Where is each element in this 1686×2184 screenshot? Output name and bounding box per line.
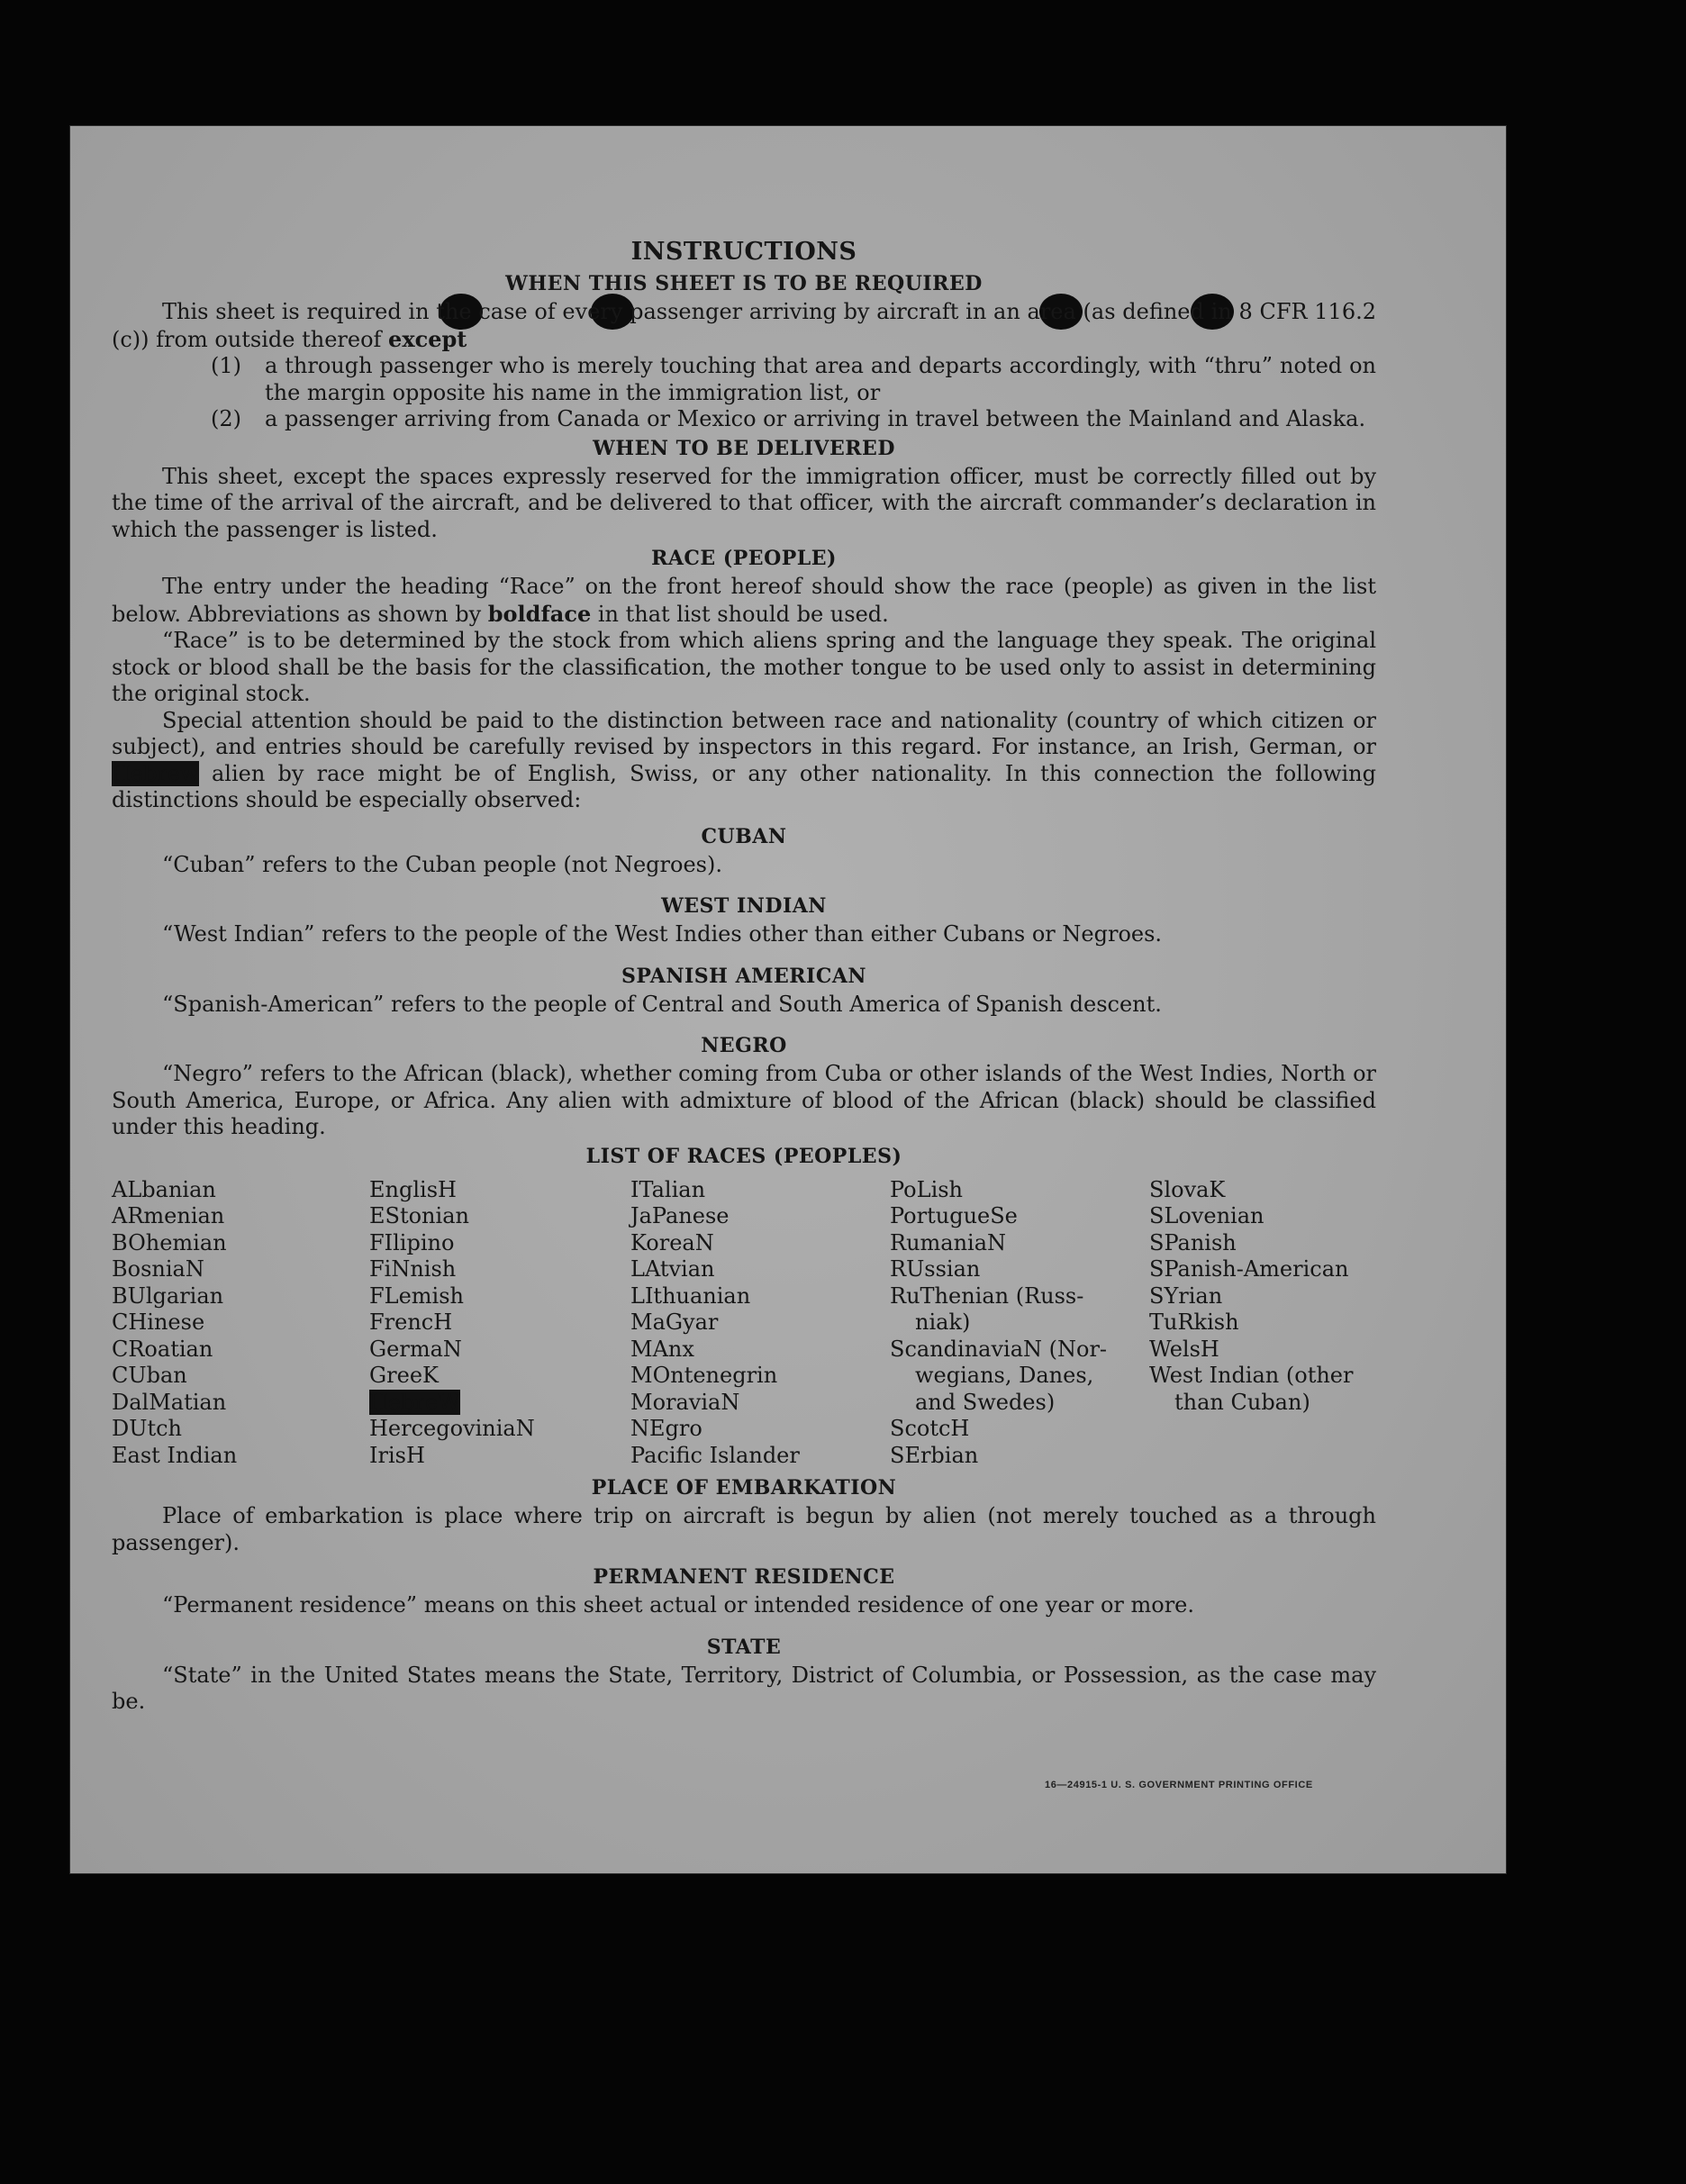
race-entry: FIlipino: [369, 1229, 455, 1255]
race-entry: TuRkish: [1149, 1309, 1239, 1335]
race-entry: FLemish: [369, 1282, 464, 1309]
race-entry: niak): [915, 1309, 971, 1335]
redacted-word: HebreW: [369, 1389, 460, 1415]
section-heading-state: STATE: [706, 1635, 782, 1659]
race-entry: SYrian: [1149, 1282, 1223, 1309]
section-heading-list-of-races: LIST OF RACES (PEOPLES): [585, 1144, 902, 1168]
race-entry: MOntenegrin: [630, 1363, 778, 1388]
race-entry: BOhemian: [112, 1229, 227, 1255]
race-entry: IrisH: [369, 1442, 425, 1468]
races-list: [112, 1177, 1376, 1470]
race-entry: EnglisH: [369, 1176, 457, 1202]
list-item: (1) a through passenger who is merely touching that area and departs accordingly, with “thru” noted on the margin opposite his name in the immigration list, or: [211, 353, 1376, 405]
paragraph: “Race” is to be determined by the stock from which aliens spring and the language they speak. The original stock or blood shall be the basis for the classification, the mother tongue to be used only to assist in determining the original stock.: [112, 628, 1376, 706]
race-entry: than Cuban): [1174, 1389, 1310, 1415]
section-heading-when-required: WHEN THIS SHEET IS TO BE REQUIRED: [505, 272, 983, 295]
race-entry: wegians, Danes,: [915, 1363, 1094, 1388]
race-entry: GermaN: [369, 1336, 462, 1362]
section-heading-west-indian: WEST INDIAN: [661, 894, 827, 918]
race-entry: SErbian: [890, 1442, 979, 1468]
paragraph: “Spanish-American” refers to the people of Central and South America of Spanish descent.: [162, 991, 1162, 1017]
paragraph: Place of embarkation is place where trip on aircraft is begun by alien (not merely touched as a through passenger).: [112, 1503, 1376, 1555]
race-entry: ScandinaviaN (Nor-: [890, 1336, 1108, 1362]
race-entry: SPanish-American: [1149, 1256, 1349, 1282]
section-heading-race: RACE (PEOPLE): [651, 547, 837, 570]
race-entry: Pacific Islander: [630, 1442, 800, 1468]
redacted-word: Hebrew: [112, 760, 199, 786]
race-entry: MAnx: [630, 1336, 694, 1362]
races-column: [630, 1177, 890, 1470]
race-entry: DUtch: [112, 1416, 183, 1441]
paragraph: “West Indian” refers to the people of the West Indies other than either Cubans or Negroes.: [162, 921, 1163, 947]
section-heading-embarkation: PLACE OF EMBARKATION: [591, 1476, 897, 1500]
paragraph: “Negro” refers to the African (black), whether coming from Cuba or other islands of the West Indies, North or South America, Europe, or Africa. Any alien with admixture of blood of the African (black) should be classified under this heading.: [112, 1061, 1376, 1139]
race-entry: RUssian: [890, 1256, 981, 1282]
section-heading-residence: PERMANENT RESIDENCE: [593, 1565, 895, 1589]
races-column: [112, 1177, 369, 1470]
section-heading-negro: NEGRO: [701, 1034, 787, 1057]
race-entry: FiNnish: [369, 1256, 457, 1282]
race-entry: LIthuanian: [630, 1282, 751, 1309]
printer-imprint: 16—24915-1 U. S. GOVERNMENT PRINTING OFFICE: [1045, 1780, 1313, 1790]
race-entry: BUlgarian: [112, 1282, 224, 1309]
race-entry: ARmenian: [112, 1203, 225, 1228]
races-column: [369, 1177, 630, 1470]
race-entry: East Indian: [112, 1442, 238, 1468]
race-entry: EStonian: [369, 1203, 469, 1228]
race-entry: HercegoviniaN: [369, 1416, 535, 1441]
race-entry: JaPanese: [630, 1203, 730, 1228]
document-body: [112, 236, 1376, 1716]
race-entry: BosniaN: [112, 1256, 204, 1282]
page-title: INSTRUCTIONS: [630, 238, 857, 266]
race-entry: LAtvian: [630, 1256, 715, 1282]
section-heading-spanish-american: SPANISH AMERICAN: [621, 964, 867, 988]
race-entry: ITalian: [630, 1176, 706, 1202]
race-entry: MaGyar: [630, 1309, 719, 1335]
race-entry: CRoatian: [112, 1336, 213, 1362]
paragraph: The entry under the heading “Race” on the front hereof should show the race (people) as given in the list below. Abbreviations as shown by boldface in that list should be used.: [112, 574, 1376, 627]
races-column: [890, 1177, 1149, 1470]
paragraph: “State” in the United States means the State, Territory, District of Columbia, or Possession, as the case may be.: [112, 1662, 1376, 1714]
list-item: (2) a passenger arriving from Canada or Mexico or arriving in travel between the Mainland and Alaska.: [211, 406, 1366, 431]
race-entry: CHinese: [112, 1309, 205, 1335]
race-entry: RumaniaN: [890, 1229, 1007, 1255]
race-entry: SPanish: [1149, 1229, 1237, 1255]
race-entry: NEgro: [630, 1416, 702, 1441]
race-entry: PortugueSe: [890, 1203, 1018, 1228]
paragraph: This sheet, except the spaces expressly reserved for the immigration officer, must be correctly filled out by the time of the arrival of the aircraft, and be delivered to that officer, with the aircraft commander’s declaration in which the passenger is listed.: [112, 463, 1376, 542]
race-entry: CUban: [112, 1363, 187, 1388]
race-entry: GreeK: [369, 1363, 439, 1388]
race-entry: FrencH: [369, 1309, 453, 1335]
section-heading-when-delivered: WHEN TO BE DELIVERED: [593, 436, 895, 460]
race-entry: MoraviaN: [630, 1389, 740, 1415]
races-column: [1149, 1177, 1376, 1470]
race-entry: DalMatian: [112, 1389, 227, 1415]
race-entry: SLovenian: [1149, 1203, 1264, 1228]
race-entry: [369, 1390, 630, 1417]
race-entry: ALbanian: [112, 1176, 216, 1202]
race-entry: ScotcH: [890, 1416, 970, 1441]
race-entry: WelsH: [1149, 1336, 1219, 1362]
race-entry: RuThenian (Russ-: [890, 1282, 1084, 1309]
section-heading-cuban: CUBAN: [701, 824, 787, 848]
race-entry: SlovaK: [1149, 1176, 1226, 1202]
race-entry: and Swedes): [915, 1389, 1056, 1415]
paragraph: Special attention should be paid to the distinction between race and nationality (country of which citizen or subject), and entries should be carefully revised by inspectors in this regard. For instance, an Irish, German, or Hebrew alien by race might be of English, Swiss, or any other nationality. In this connection the following distinctions should be especially observed:: [112, 707, 1376, 812]
race-entry: KoreaN: [630, 1229, 714, 1255]
race-entry: PoLish: [890, 1176, 964, 1202]
paragraph: “Permanent residence” means on this sheet actual or intended residence of one year or more.: [162, 1592, 1194, 1618]
paragraph: “Cuban” refers to the Cuban people (not Negroes).: [162, 851, 722, 877]
paragraph: This sheet is required in the case of every passenger arriving by aircraft in an area (as defined in 8 CFR 116.2 (c)) from outside thereof except: [112, 299, 1376, 352]
race-entry: West Indian (other: [1149, 1363, 1354, 1388]
